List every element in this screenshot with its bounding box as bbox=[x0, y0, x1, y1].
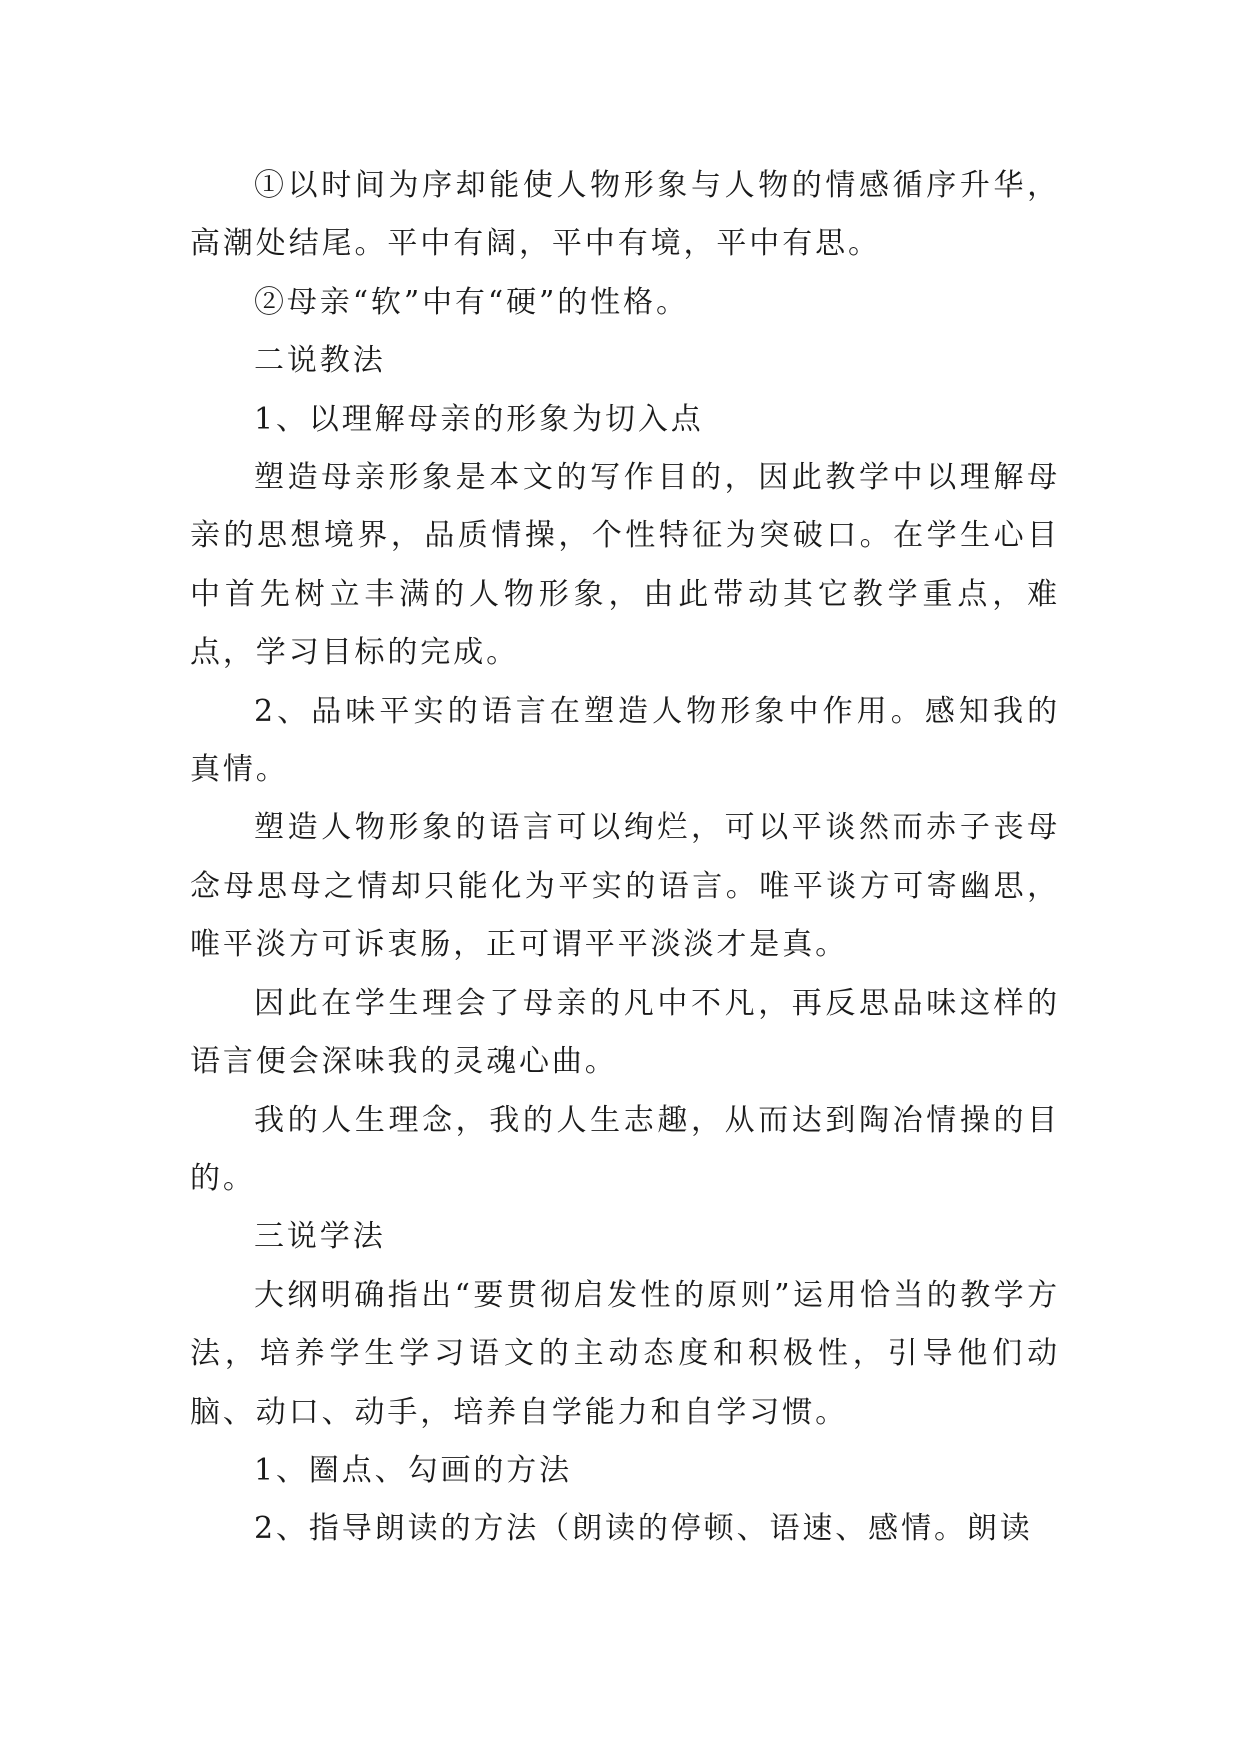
paragraph-structure-point-2: ②母亲“软”中有“硬”的性格。 bbox=[254, 284, 689, 320]
paragraph-learning-method-body: 大纲明确指出“要贯彻启发性的原则”运用恰当的教学方法，培养学生学习语文的主动态度和积极性，引导他们动脑、动口、动手，培养自学能力和自学习惯。 bbox=[190, 1277, 1060, 1430]
paragraph-method-2-body: 塑造人物形象的语言可以绚烂，可以平谈然而赤子丧母念母思母之情却只能化为平实的语言。唯平谈方可寄幽思，唯平淡方可诉衷肠，正可谓平平淡淡才是真。 bbox=[190, 810, 1060, 963]
document-body bbox=[190, 157, 1060, 1559]
section-heading-teaching-method: 二说教法 bbox=[254, 343, 386, 379]
list-item-learning-1: 1、圈点、勾画的方法 bbox=[254, 1452, 573, 1488]
subheading-method-1: 1、以理解母亲的形象为切入点 bbox=[254, 401, 704, 437]
paragraph-structure-point-1: ①以时间为序却能使人物形象与人物的情感循序升华，高潮处结尾。平中有阔，平中有境，平中有思。 bbox=[190, 168, 1060, 262]
paragraph-method-2-continued: 因此在学生理会了母亲的凡中不凡，再反思品味这样的语言便会深味我的灵魂心曲。 bbox=[190, 985, 1060, 1080]
paragraph-method-2-conclusion: 我的人生理念，我的人生志趣，从而达到陶冶情操的目的。 bbox=[190, 1102, 1060, 1196]
list-item-learning-2: 2、指导朗读的方法（朗读的停顿、语速、感情。朗读 bbox=[254, 1511, 1033, 1547]
section-heading-learning-method: 三说学法 bbox=[254, 1219, 386, 1255]
subheading-method-2: 2、品味平实的语言在塑造人物形象中作用。感知我的真情。 bbox=[190, 693, 1060, 788]
paragraph-method-1-body: 塑造母亲形象是本文的写作目的，因此教学中以理解母亲的思想境界，品质情操，个性特征为突破口。在学生心目中首先树立丰满的人物形象，由此带动其它教学重点，难点，学习目标的完成。 bbox=[190, 460, 1060, 671]
